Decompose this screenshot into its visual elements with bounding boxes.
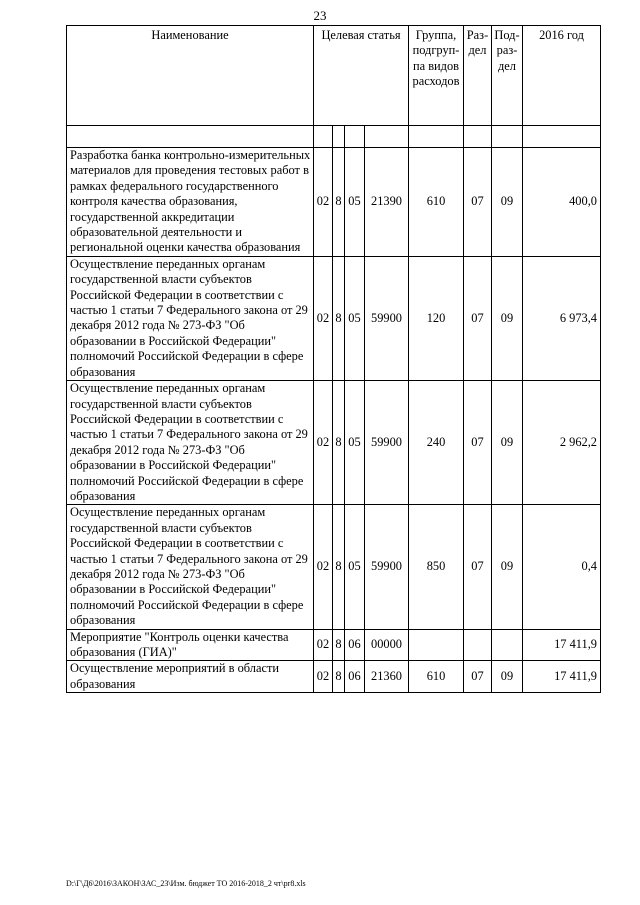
subsection-cell: 09	[492, 256, 523, 380]
budget-table	[66, 25, 601, 693]
target-article-event-cell: 05	[345, 148, 365, 257]
target-article-event-cell: 05	[345, 505, 365, 629]
header-expense-group: Группа, подгруп-па видов расходов	[409, 26, 464, 126]
target-article-subprogram-cell: 8	[333, 629, 345, 661]
amount-2016-cell: 400,0	[523, 148, 601, 257]
header-spacer-row	[67, 126, 601, 148]
expense-group-cell: 610	[409, 661, 464, 693]
header-name: Наименование	[67, 26, 314, 126]
table-row	[67, 629, 601, 661]
target-article-subprogram-cell: 8	[333, 381, 345, 505]
target-article-program-cell: 02	[314, 661, 333, 693]
subsection-cell: 09	[492, 505, 523, 629]
amount-2016-cell: 17 411,9	[523, 629, 601, 661]
section-cell: 07	[464, 661, 492, 693]
target-article-direction-cell: 00000	[365, 629, 409, 661]
row-name-cell: Разработка банка контрольно-измерительных материалов для проведения тестовых работ в рамках федерального государственного контроля качества образования, государственной аккредитации образовательной деятельности и региональной оценки качества образования	[67, 148, 314, 257]
section-cell: 07	[464, 256, 492, 380]
header-row	[67, 26, 601, 126]
target-article-subprogram-cell: 8	[333, 505, 345, 629]
target-article-subprogram-cell: 8	[333, 661, 345, 693]
target-article-subprogram-cell: 8	[333, 148, 345, 257]
file-path-footer: D:\Г\Д6\2016\ЗАКОН\ЗАС_23\Изм. бюджет ТО 2016-2018_2 чт\pr8.xls	[66, 879, 306, 888]
row-name-cell: Осуществление переданных органам государственной власти субъектов Российской Федерации в соответствии с частью 1 статьи 7 Федерального закона от 29 декабря 2012 года № 273-ФЗ "Об образовании в Российской Федерации" полномочий Российской Федерации в сфере образования	[67, 256, 314, 380]
target-article-direction-cell: 59900	[365, 381, 409, 505]
section-cell: 07	[464, 148, 492, 257]
table-row	[67, 148, 601, 257]
target-article-event-cell: 06	[345, 661, 365, 693]
subsection-cell: 09	[492, 381, 523, 505]
target-article-event-cell: 05	[345, 256, 365, 380]
expense-group-cell: 240	[409, 381, 464, 505]
header-subsection: Под-раз-дел	[492, 26, 523, 126]
target-article-program-cell: 02	[314, 505, 333, 629]
target-article-subprogram-cell: 8	[333, 256, 345, 380]
amount-2016-cell: 6 973,4	[523, 256, 601, 380]
target-article-event-cell: 05	[345, 381, 365, 505]
header-year-2016: 2016 год	[523, 26, 601, 126]
row-name-cell: Осуществление переданных органам государственной власти субъектов Российской Федерации в соответствии с частью 1 статьи 7 Федерального закона от 29 декабря 2012 года № 273-ФЗ "Об образовании в Российской Федерации" полномочий Российской Федерации в сфере образования	[67, 505, 314, 629]
table-row	[67, 661, 601, 693]
amount-2016-cell: 2 962,2	[523, 381, 601, 505]
row-name-cell: Осуществление переданных органам государственной власти субъектов Российской Федерации в соответствии с частью 1 статьи 7 Федерального закона от 29 декабря 2012 года № 273-ФЗ "Об образовании в Российской Федерации" полномочий Российской Федерации в сфере образования	[67, 381, 314, 505]
expense-group-cell: 850	[409, 505, 464, 629]
section-cell: 07	[464, 505, 492, 629]
section-cell: 07	[464, 381, 492, 505]
subsection-cell	[492, 629, 523, 661]
subsection-cell: 09	[492, 661, 523, 693]
amount-2016-cell: 0,4	[523, 505, 601, 629]
target-article-direction-cell: 59900	[365, 256, 409, 380]
target-article-program-cell: 02	[314, 381, 333, 505]
header-section: Раз-дел	[464, 26, 492, 126]
header-target-article: Целевая статья	[314, 26, 409, 126]
table-row	[67, 381, 601, 505]
target-article-direction-cell: 59900	[365, 505, 409, 629]
table-row	[67, 256, 601, 380]
row-name-cell: Мероприятие "Контроль оценки качества образования (ГИА)"	[67, 629, 314, 661]
target-article-program-cell: 02	[314, 629, 333, 661]
target-article-program-cell: 02	[314, 148, 333, 257]
target-article-program-cell: 02	[314, 256, 333, 380]
table-row	[67, 505, 601, 629]
expense-group-cell: 610	[409, 148, 464, 257]
target-article-direction-cell: 21360	[365, 661, 409, 693]
page-number: 23	[313, 8, 327, 23]
amount-2016-cell: 17 411,9	[523, 661, 601, 693]
expense-group-cell	[409, 629, 464, 661]
row-name-cell: Осуществление мероприятий в области образования	[67, 661, 314, 693]
target-article-event-cell: 06	[345, 629, 365, 661]
expense-group-cell: 120	[409, 256, 464, 380]
target-article-direction-cell: 21390	[365, 148, 409, 257]
subsection-cell: 09	[492, 148, 523, 257]
section-cell	[464, 629, 492, 661]
